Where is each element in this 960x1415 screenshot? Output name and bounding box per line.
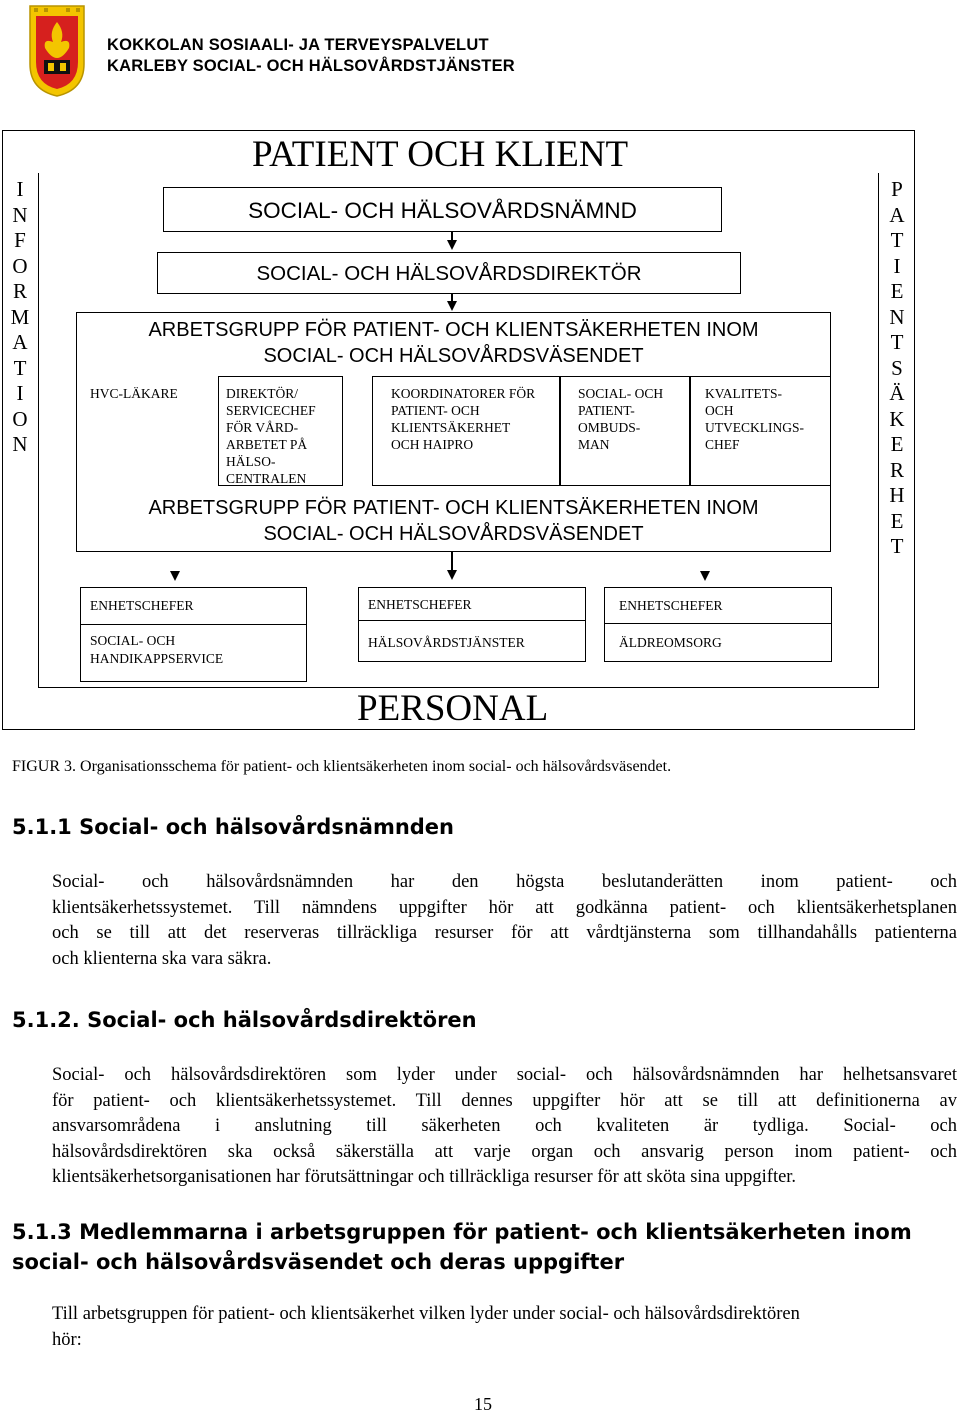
unit-divider [81, 624, 306, 625]
node-text: SERVICECHEF [226, 403, 316, 418]
direktor-box [157, 252, 741, 294]
arbetsgrupp-bottom-line2: SOCIAL- OCH HÄLSOVÅRDSVÄSENDET [263, 523, 644, 545]
arbetsgrupp-bottom-line1: ARBETSGRUPP FÖR PATIENT- OCH KLIENTSÄKERHETEN INOM [148, 497, 759, 519]
left-inner-border [38, 173, 39, 687]
arrow-down-icon [170, 571, 180, 581]
section-heading: 5.1.1 Social- och hälsovårdsnämnden [12, 815, 455, 839]
arrow-down-icon [447, 240, 457, 250]
org-name-sv: KARLEBY SOCIAL- OCH HÄLSOVÅRDSTJÄNSTER [107, 57, 515, 75]
text-line: hälsovårdsdirektören ska också säkerställa att varje organ och ansvarig person inom patient- och [52, 1141, 957, 1162]
unit-box-halsovard [358, 587, 586, 662]
node-text: SOCIAL- OCH [578, 386, 664, 401]
right-inner-border [878, 173, 879, 687]
node-text: CHEF [705, 437, 740, 452]
ombudsman-box [560, 376, 690, 486]
section-heading [12, 1217, 912, 1277]
node-text: MAN [578, 437, 610, 452]
section-paragraph [52, 1063, 957, 1191]
namnd-label: SOCIAL- OCH HÄLSOVÅRDSNÄMND [248, 198, 637, 223]
namnd-box [163, 187, 722, 232]
node-text: OCH [705, 403, 734, 418]
node-text: KLIENTSÄKERHET [391, 420, 511, 435]
text-line: Social- och hälsovårdsnämnden har den högsta beslutanderätten inom patient- och [52, 872, 957, 892]
patientsakerhet-vertical-label: P A T I E N T S Ä K E R H E T [889, 177, 905, 558]
node-text: UTVECKLINGS- [705, 420, 804, 435]
unit-head: ENHETSCHEFER [90, 598, 194, 613]
arbetsgrupp-top-line2: SOCIAL- OCH HÄLSOVÅRDSVÄSENDET [263, 345, 644, 367]
section-heading: 5.1.2. Social- och hälsovårdsdirektören [12, 1008, 477, 1032]
unit-box-social [80, 587, 307, 682]
kvalitet-box [690, 376, 831, 486]
unit-head: ENHETSCHEFER [368, 597, 472, 612]
connector-line [451, 294, 453, 301]
text-line: och se till att det reserveras tillräckliga resurser för att vårdtjänsterna som tillhandahålls patienterna [52, 923, 957, 943]
connector-line [451, 552, 453, 570]
chart-title: PATIENT OCH KLIENT [252, 134, 629, 175]
node-text: OCH HAIPRO [391, 437, 474, 452]
node-text: PATIENT- [578, 403, 635, 418]
heading-line: social- och hälsovårdsväsendet och deras uppgifter [12, 1250, 625, 1274]
arrow-down-icon [447, 570, 457, 580]
page-number: 15 [474, 1394, 492, 1414]
unit-divider [359, 620, 585, 621]
text-line: för patient- och klientsäkerhetssystemet. Till dennes uppgifter hör att se till att definitionerna av [52, 1090, 957, 1111]
node-text: HÄLSO- [226, 454, 276, 469]
section-paragraph [52, 1302, 957, 1353]
node-text: PATIENT- OCH [391, 403, 480, 418]
unit-box-aldreomsorg [604, 587, 832, 662]
text-line: hör: [52, 1329, 82, 1350]
text-line: Social- och hälsovårdsdirektören som lyder under social- och hälsovårdsnämnden har helhetsansvaret [52, 1065, 957, 1085]
unit-name: HÄLSOVÅRDSTJÄNSTER [368, 635, 525, 650]
unit-head: ENHETSCHEFER [619, 598, 723, 613]
arrow-down-icon [700, 571, 710, 581]
node-text: CENTRALEN [226, 471, 307, 486]
text-line: och klienterna ska vara säkra. [52, 948, 272, 969]
unit-name: SOCIAL- OCH [90, 633, 176, 648]
section-paragraph [52, 870, 957, 972]
node-text: FÖR VÅRD- [226, 420, 299, 435]
unit-name: HANDIKAPPSERVICE [90, 651, 224, 666]
coat-of-arms-icon [24, 2, 90, 98]
node-text: KVALITETS- [705, 386, 782, 401]
direktor-servicechef-box [218, 376, 343, 486]
unit-divider [605, 623, 831, 624]
text-line: Till arbetsgruppen för patient- och klientsäkerhet vilken lyder under social- och hälsovårdsdirektören [52, 1304, 800, 1324]
hvc-lakare-label: HVC-LÄKARE [90, 386, 178, 401]
text-line: klientsäkerhetssystemet. Till nämndens uppgifter hör att godkänna patient- och klientsäkerhetsplanen [52, 897, 957, 918]
koordinatorer-box [372, 376, 560, 486]
org-name-fi: KOKKOLAN SOSIAALI- JA TERVEYSPALVELUT [107, 36, 489, 54]
node-text: KOORDINATORER FÖR [391, 386, 536, 401]
figure-caption: FIGUR 3. Organisationsschema för patient- och klientsäkerheten inom social- och hälsovårdsväsendet. [12, 758, 672, 775]
text-line: ansvarsområdena i anslutning till säkerheten och kvaliteten är tydliga. Social- och [52, 1116, 957, 1136]
heading-line: 5.1.3 Medlemmarna i arbetsgruppen för patient- och klientsäkerheten inom [12, 1220, 912, 1244]
unit-name: ÄLDREOMSORG [619, 635, 722, 650]
text-line: klientsäkerhetsorganisationen har förutsättningar och tillräckliga resurser för att sköta sina uppgifter. [52, 1167, 797, 1187]
node-text: DIREKTÖR/ [226, 386, 298, 401]
personal-label: PERSONAL [357, 688, 549, 729]
information-vertical-label: I N F O R M A T I O N [10, 177, 30, 456]
arrow-down-icon [447, 301, 457, 311]
arbetsgrupp-top-line1: ARBETSGRUPP FÖR PATIENT- OCH KLIENTSÄKERHETEN INOM [148, 319, 759, 341]
direktor-label: SOCIAL- OCH HÄLSOVÅRDSDIREKTÖR [256, 262, 642, 285]
node-text: ARBETET PÅ [226, 437, 308, 452]
node-text: OMBUDS- [578, 420, 641, 435]
